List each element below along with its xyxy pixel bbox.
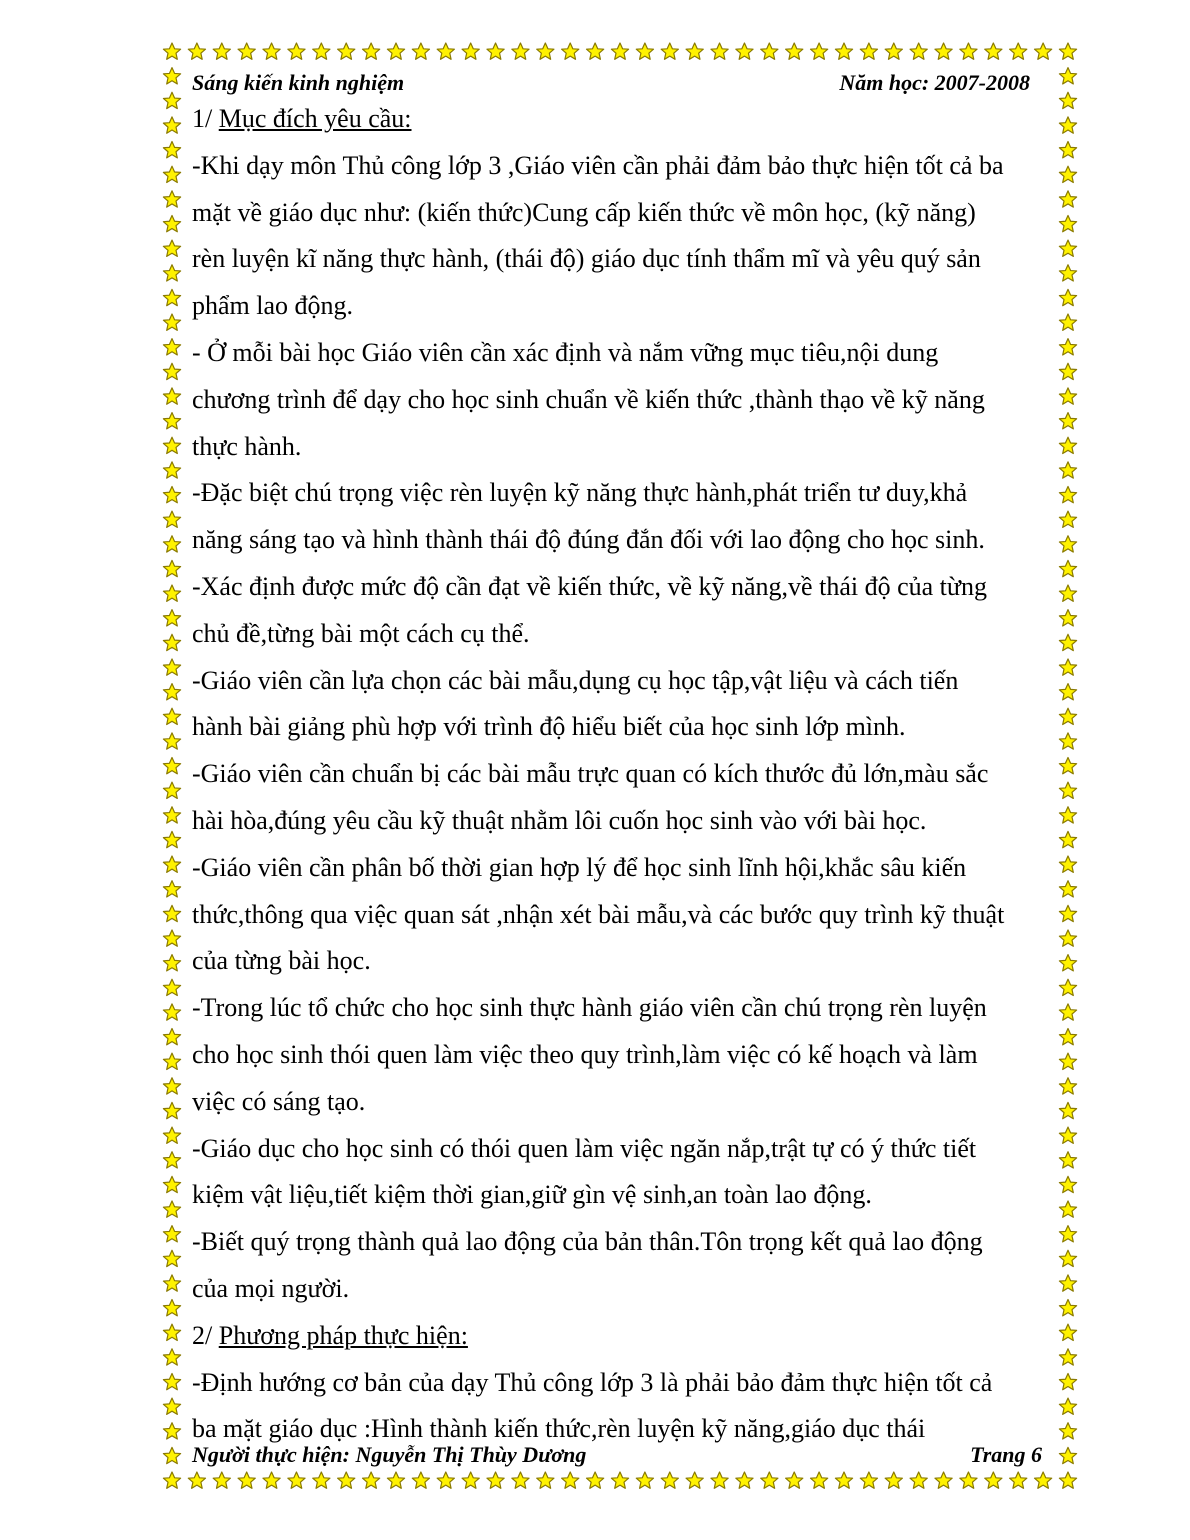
- star-icon: [163, 1423, 180, 1439]
- star-icon: [163, 856, 180, 872]
- star-icon: [163, 881, 180, 897]
- star-icon: [1059, 807, 1076, 823]
- paragraph-line: kiệm vật liệu,tiết kiệm thời gian,giữ gìn vệ sinh,an toàn lao động.: [192, 1180, 872, 1210]
- star-icon: [163, 1226, 180, 1242]
- star-icon: [338, 1472, 355, 1488]
- footer-page-number: Trang 6: [970, 1442, 1042, 1467]
- star-icon: [163, 1275, 180, 1291]
- star-icon: [163, 1324, 180, 1340]
- star-icon: [537, 1472, 554, 1488]
- star-icon: [163, 1398, 180, 1414]
- star-icon: [1059, 955, 1076, 971]
- star-icon: [163, 684, 180, 700]
- star-icon: [163, 486, 180, 502]
- star-icon: [1059, 1152, 1076, 1168]
- star-icon: [163, 240, 180, 256]
- star-icon: [1059, 1226, 1076, 1242]
- star-icon: [985, 1472, 1002, 1488]
- star-icon: [1059, 708, 1076, 724]
- star-icon: [163, 142, 180, 158]
- star-icon: [686, 43, 703, 59]
- star-icon: [412, 43, 429, 59]
- star-icon: [1059, 166, 1076, 182]
- star-icon: [1059, 437, 1076, 453]
- star-icon: [1059, 610, 1076, 626]
- paragraph-line: năng sáng tạo và hình thành thái độ đúng đắn đối với lao động cho học sinh.: [192, 525, 985, 555]
- star-icon: [288, 1472, 305, 1488]
- page-header: [192, 70, 1042, 96]
- star-icon: [163, 1300, 180, 1316]
- star-icon: [910, 43, 927, 59]
- star-icon: [1059, 831, 1076, 847]
- star-icon: [562, 1472, 579, 1488]
- star-icon: [163, 610, 180, 626]
- footer-author: Người thực hiện: Nguyễn Thị Thùy Dương: [192, 1442, 587, 1467]
- star-icon: [1059, 659, 1076, 675]
- paragraph-line: -Định hướng cơ bản của dạy Thủ công lớp 3 là phải bảo đảm thực hiện tốt cả: [192, 1367, 993, 1397]
- star-icon: [512, 1472, 529, 1488]
- star-icon: [1059, 560, 1076, 576]
- star-icon: [1059, 1004, 1076, 1020]
- star-icon: [163, 1029, 180, 1045]
- star-icon: [811, 1472, 828, 1488]
- star-icon: [263, 43, 280, 59]
- star-icon: [1059, 462, 1076, 478]
- paragraph-line: - Ở mỗi bài học Giáo viên cần xác định và nắm vững mục tiêu,nội dung: [192, 337, 939, 367]
- star-icon: [437, 1472, 454, 1488]
- star-icon: [238, 1472, 255, 1488]
- star-icon: [163, 930, 180, 946]
- paragraph-line: hành bài giảng phù hợp với trình độ hiểu biết của học sinh lớp mình.: [192, 712, 906, 742]
- paragraph-line: -Đặc biệt chú trọng việc rèn luyện kỹ năng thực hành,phát triển tư duy,khả: [192, 478, 968, 508]
- star-icon: [163, 462, 180, 478]
- paragraph-line: -Xác định được mức độ cần đạt về kiến thức, về kỹ năng,về thái độ của từng: [192, 571, 987, 601]
- star-icon: [761, 1472, 778, 1488]
- paragraph-line: thức,thông qua việc quan sát ,nhận xét bài mẫu,và các bước quy trình kỹ thuật: [192, 899, 1005, 929]
- star-icon: [1059, 634, 1076, 650]
- star-icon: [985, 43, 1002, 59]
- star-icon: [238, 43, 255, 59]
- star-icon: [163, 1250, 180, 1266]
- star-icon: [686, 1472, 703, 1488]
- star-icon: [163, 807, 180, 823]
- star-icon: [163, 1078, 180, 1094]
- paragraph-line: mặt về giáo dục như: (kiến thức)Cung cấp kiến thức về môn học, (kỹ năng): [192, 197, 976, 227]
- star-icon: [835, 43, 852, 59]
- star-icon: [1059, 1349, 1076, 1365]
- star-icon: [1059, 536, 1076, 552]
- star-icon: [163, 1447, 180, 1463]
- star-icon: [487, 43, 504, 59]
- paragraph-line: hài hòa,đúng yêu cầu kỹ thuật nhằm lôi cuốn học sinh vào với bài học.: [192, 805, 927, 835]
- star-icon: [1059, 1053, 1076, 1069]
- star-icon: [387, 43, 404, 59]
- star-icon: [163, 708, 180, 724]
- star-icon: [163, 659, 180, 675]
- star-icon: [1059, 43, 1076, 59]
- star-icon: [163, 388, 180, 404]
- star-icon: [661, 1472, 678, 1488]
- star-icon: [1059, 856, 1076, 872]
- star-icon: [935, 1472, 952, 1488]
- star-icon: [1059, 240, 1076, 256]
- star-icon: [163, 831, 180, 847]
- star-icon: [1059, 1078, 1076, 1094]
- star-icon: [910, 1472, 927, 1488]
- star-icon: [1059, 1373, 1076, 1389]
- section-heading: 1/ Mục đích yêu cầu:: [192, 104, 412, 133]
- star-icon: [163, 437, 180, 453]
- star-icon: [885, 43, 902, 59]
- paragraph-line: -Biết quý trọng thành quả lao động của bản thân.Tôn trọng kết quả lao động: [192, 1227, 983, 1257]
- star-icon: [636, 1472, 653, 1488]
- star-icon: [163, 1472, 180, 1488]
- star-icon: [1059, 1324, 1076, 1340]
- star-icon: [163, 511, 180, 527]
- star-icon: [711, 1472, 728, 1488]
- star-icon: [1059, 215, 1076, 231]
- star-icon: [1059, 1398, 1076, 1414]
- star-icon: [960, 43, 977, 59]
- star-icon: [1059, 1472, 1076, 1488]
- paragraph-line: -Trong lúc tổ chức cho học sinh thực hành giáo viên cần chú trọng rèn luyện: [192, 993, 987, 1023]
- star-icon: [188, 43, 205, 59]
- star-icon: [163, 733, 180, 749]
- page-footer: [192, 1442, 1042, 1468]
- star-icon: [1010, 1472, 1027, 1488]
- star-icon: [1059, 191, 1076, 207]
- star-icon: [1059, 979, 1076, 995]
- paragraph-line: chủ đề,từng bài một cách cụ thể.: [192, 618, 530, 648]
- star-icon: [163, 339, 180, 355]
- star-icon: [1059, 68, 1076, 84]
- paragraph-line: thực hành.: [192, 431, 302, 461]
- star-icon: [587, 1472, 604, 1488]
- section-title: Phương pháp thực hiện:: [218, 1320, 468, 1350]
- star-icon: [1059, 758, 1076, 774]
- star-icon: [163, 758, 180, 774]
- star-icon: [611, 1472, 628, 1488]
- star-icon: [163, 215, 180, 231]
- star-icon: [935, 43, 952, 59]
- star-icon: [213, 1472, 230, 1488]
- star-icon: [1059, 585, 1076, 601]
- star-icon: [313, 1472, 330, 1488]
- star-icon: [163, 634, 180, 650]
- star-icon: [860, 43, 877, 59]
- star-icon: [363, 1472, 380, 1488]
- star-icon: [736, 1472, 753, 1488]
- section-title: Mục đích yêu cầu:: [218, 104, 412, 133]
- star-icon: [562, 43, 579, 59]
- star-icon: [163, 905, 180, 921]
- paragraph-line: -Giáo viên cần lựa chọn các bài mẫu,dụng cụ học tập,vật liệu và cách tiến: [192, 665, 959, 695]
- star-icon: [1059, 1423, 1076, 1439]
- paragraph-line: việc có sáng tạo.: [192, 1086, 366, 1116]
- star-icon: [512, 43, 529, 59]
- star-icon: [736, 43, 753, 59]
- star-icon: [263, 1472, 280, 1488]
- star-icon: [163, 117, 180, 133]
- star-icon: [1059, 265, 1076, 281]
- document-body: [192, 96, 1052, 1453]
- star-icon: [1059, 881, 1076, 897]
- star-icon: [437, 43, 454, 59]
- star-icon: [163, 1053, 180, 1069]
- star-icon: [1059, 289, 1076, 305]
- star-icon: [163, 1201, 180, 1217]
- paragraph-line: ba mặt giáo dục :Hình thành kiến thức,rèn luyện kỹ năng,giáo dục thái: [192, 1414, 926, 1444]
- header-title: Sáng kiến kinh nghiệm: [192, 70, 405, 95]
- paragraph-line: của mọi người.: [192, 1273, 350, 1303]
- star-icon: [1059, 930, 1076, 946]
- star-icon: [1059, 92, 1076, 108]
- paragraph-line: -Giáo dục cho học sinh có thói quen làm việc ngăn nắp,trật tự có ý thức tiết: [192, 1133, 977, 1163]
- paragraph-line: -Giáo viên cần chuẩn bị các bài mẫu trực quan có kích thước đủ lớn,màu sắc: [192, 759, 989, 789]
- star-icon: [163, 289, 180, 305]
- star-icon: [1059, 1447, 1076, 1463]
- star-icon: [163, 1004, 180, 1020]
- star-icon: [1059, 1300, 1076, 1316]
- star-icon: [1010, 43, 1027, 59]
- star-icon: [761, 43, 778, 59]
- star-icon: [163, 1152, 180, 1168]
- star-icon: [636, 43, 653, 59]
- star-icon: [163, 191, 180, 207]
- star-icon: [786, 1472, 803, 1488]
- star-icon: [363, 43, 380, 59]
- star-icon: [1059, 117, 1076, 133]
- star-icon: [1059, 314, 1076, 330]
- star-icon: [163, 363, 180, 379]
- star-icon: [960, 1472, 977, 1488]
- star-icon: [163, 585, 180, 601]
- star-icon: [213, 43, 230, 59]
- star-icon: [163, 1349, 180, 1365]
- star-icon: [786, 43, 803, 59]
- star-icon: [1059, 1029, 1076, 1045]
- star-icon: [412, 1472, 429, 1488]
- paragraph-line: phẩm lao động.: [192, 291, 354, 321]
- star-icon: [537, 43, 554, 59]
- star-icon: [163, 1373, 180, 1389]
- star-icon: [1059, 1127, 1076, 1143]
- paragraph-line: -Khi dạy môn Thủ công lớp 3 ,Giáo viên cần phải đảm bảo thực hiện tốt cả ba: [192, 150, 1004, 180]
- star-icon: [1035, 43, 1052, 59]
- star-icon: [1059, 1275, 1076, 1291]
- star-icon: [163, 1102, 180, 1118]
- star-icon: [1059, 339, 1076, 355]
- star-icon: [611, 43, 628, 59]
- star-icon: [1059, 1176, 1076, 1192]
- header-school-year: Năm học: 2007-2008: [839, 70, 1030, 95]
- star-icon: [163, 1176, 180, 1192]
- paragraph-line: chương trình để dạy cho học sinh chuẩn về kiến thức ,thành thạo về kỹ năng: [192, 384, 985, 414]
- star-icon: [711, 43, 728, 59]
- star-icon: [163, 782, 180, 798]
- star-icon: [860, 1472, 877, 1488]
- star-icon: [1059, 905, 1076, 921]
- star-icon: [1059, 142, 1076, 158]
- star-icon: [163, 560, 180, 576]
- star-icon: [313, 43, 330, 59]
- star-icon: [163, 979, 180, 995]
- star-icon: [885, 1472, 902, 1488]
- star-icon: [661, 43, 678, 59]
- star-icon: [1059, 733, 1076, 749]
- star-icon: [387, 1472, 404, 1488]
- star-icon: [1059, 388, 1076, 404]
- star-icon: [288, 43, 305, 59]
- paragraph-line: -Giáo viên cần phân bố thời gian hợp lý để học sinh lĩnh hội,khắc sâu kiến: [192, 852, 967, 882]
- star-icon: [1059, 511, 1076, 527]
- paragraph-line: của từng bài học.: [192, 946, 371, 976]
- star-icon: [487, 1472, 504, 1488]
- star-icon: [188, 1472, 205, 1488]
- star-icon: [1059, 486, 1076, 502]
- star-icon: [462, 1472, 479, 1488]
- paragraph-line: cho học sinh thói quen làm việc theo quy trình,làm việc có kế hoạch và làm: [192, 1039, 978, 1069]
- star-icon: [1035, 1472, 1052, 1488]
- star-icon: [462, 43, 479, 59]
- star-icon: [163, 955, 180, 971]
- paragraph-line: rèn luyện kĩ năng thực hành, (thái độ) giáo dục tính thẩm mĩ và yêu quý sản: [192, 244, 981, 274]
- star-icon: [163, 413, 180, 429]
- star-icon: [1059, 1102, 1076, 1118]
- star-icon: [163, 166, 180, 182]
- star-icon: [1059, 413, 1076, 429]
- star-icon: [1059, 684, 1076, 700]
- star-icon: [163, 43, 180, 59]
- star-icon: [163, 314, 180, 330]
- star-icon: [1059, 1201, 1076, 1217]
- star-icon: [587, 43, 604, 59]
- star-icon: [1059, 363, 1076, 379]
- star-icon: [1059, 782, 1076, 798]
- star-icon: [811, 43, 828, 59]
- star-icon: [163, 92, 180, 108]
- star-icon: [338, 43, 355, 59]
- star-icon: [1059, 1250, 1076, 1266]
- section-heading: 2/ Phương pháp thực hiện:: [192, 1320, 468, 1350]
- star-icon: [163, 68, 180, 84]
- star-icon: [163, 1127, 180, 1143]
- star-icon: [163, 536, 180, 552]
- star-icon: [835, 1472, 852, 1488]
- star-icon: [163, 265, 180, 281]
